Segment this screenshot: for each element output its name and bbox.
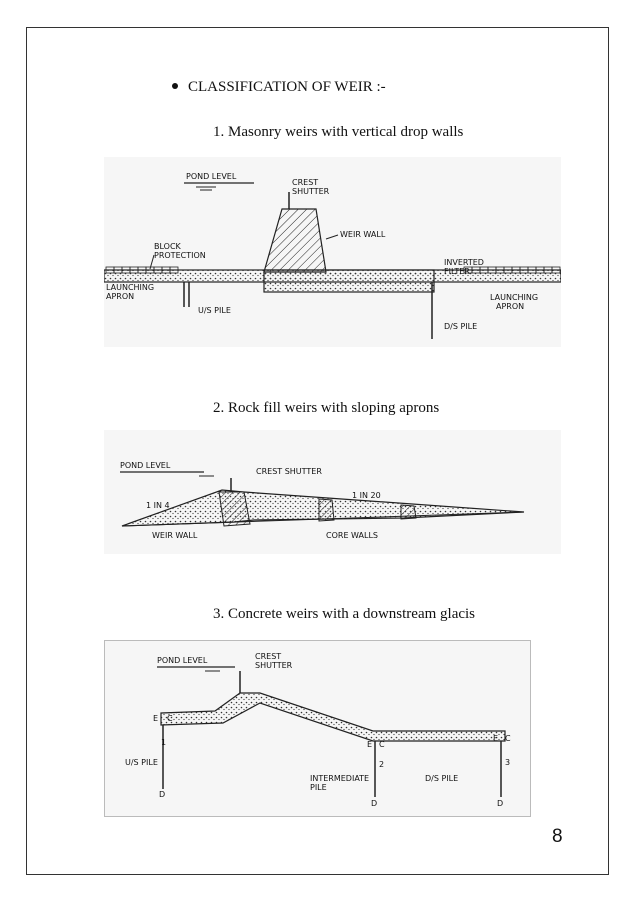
fig1-weir-wall: WEIR WALL — [340, 230, 386, 239]
fig1-launching-right: LAUNCHING — [490, 293, 539, 302]
fig1-us-pile: U/S PILE — [198, 306, 231, 315]
fig2-slope-us: 1 IN 4 — [146, 501, 170, 510]
heading-text: CLASSIFICATION OF WEIR :- — [188, 79, 386, 95]
figure-masonry-weir — [104, 157, 561, 347]
fig3-crest: CREST — [255, 652, 282, 661]
fig3-d3: D — [497, 799, 504, 808]
fig3-intermediate: INTERMEDIATE — [310, 774, 370, 783]
fig3-ds-pile: D/S PILE — [425, 774, 459, 783]
fig1-crest: CREST — [292, 178, 319, 187]
fig2-pond-level: POND LEVEL — [120, 461, 171, 470]
fig1-filter: FILTER — [444, 267, 470, 276]
item-2-label: 2. Rock fill weirs with sloping aprons — [213, 400, 440, 416]
fig1-launching-left: LAUNCHING — [106, 283, 155, 292]
fig1-shutter: SHUTTER — [292, 187, 330, 196]
item-1-label: 1. Masonry weirs with vertical drop walls — [213, 124, 464, 140]
fig1-inverted: INVERTED — [444, 258, 484, 267]
figure-concrete-weir — [104, 640, 531, 817]
fig3-c1: C — [167, 714, 173, 723]
fig2-slope-ds: 1 IN 20 — [352, 491, 381, 500]
section-heading — [172, 79, 386, 96]
bullet-icon — [172, 83, 178, 89]
fig3-e3: E — [493, 734, 499, 743]
fig1-apron-right: APRON — [496, 302, 525, 311]
fig1-pond-level: POND LEVEL — [186, 172, 237, 181]
fig3-d2: D — [371, 799, 378, 808]
fig3-d1: D — [159, 790, 166, 799]
fig1-ds-pile: D/S PILE — [444, 322, 478, 331]
fig2-crest-shutter: CREST SHUTTER — [256, 467, 322, 476]
fig3-us-pile: U/S PILE — [125, 758, 158, 767]
fig2-core-walls: CORE WALLS — [326, 531, 378, 540]
fig3-n3: 3 — [505, 758, 511, 767]
fig1-block: BLOCK — [154, 242, 181, 251]
fig3-pond-level: POND LEVEL — [157, 656, 208, 665]
fig2-weir-wall: WEIR WALL — [152, 531, 198, 540]
fig1-apron-left: APRON — [106, 292, 135, 301]
fig3-n1: 1 — [161, 738, 167, 747]
fig3-e2: E — [367, 740, 373, 749]
fig3-shutter: SHUTTER — [255, 661, 293, 670]
figure-rockfill-weir — [104, 430, 561, 554]
fig1-protection: PROTECTION — [154, 251, 206, 260]
item-3-label: 3. Concrete weirs with a downstream glacis — [213, 606, 476, 622]
page-number: 8 — [552, 826, 563, 847]
fig3-e1: E — [153, 714, 159, 723]
fig3-n2: 2 — [379, 760, 385, 769]
fig3-c2: C — [379, 740, 385, 749]
fig3-c3: C — [505, 734, 511, 743]
fig3-pile: PILE — [310, 783, 327, 792]
